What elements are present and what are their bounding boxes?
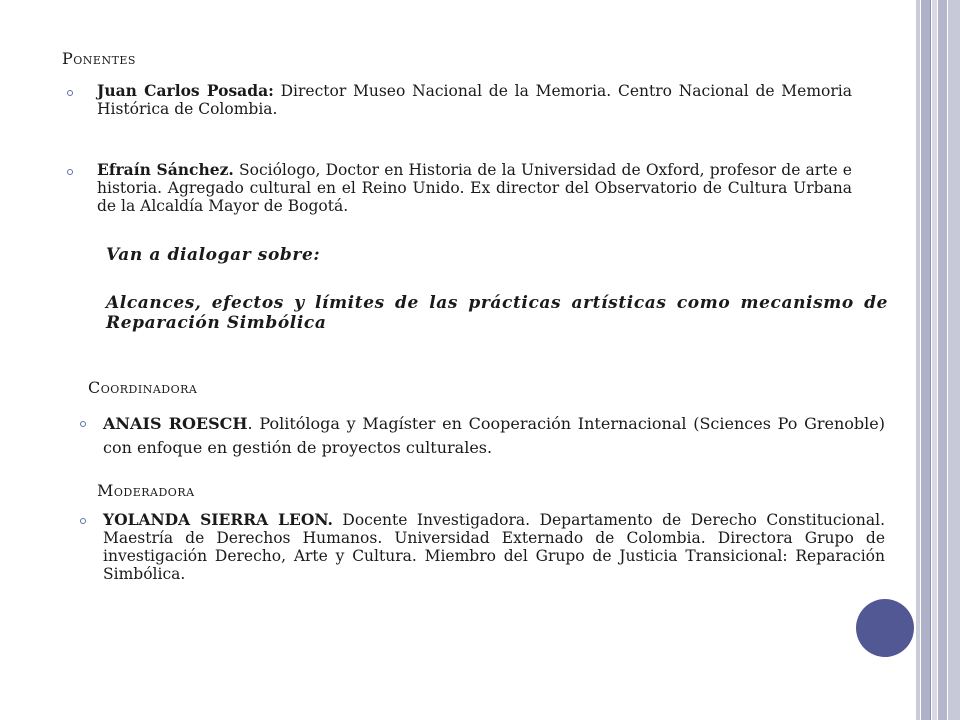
moderadora-item — [103, 511, 885, 583]
bullet-icon — [80, 421, 86, 427]
ponente-item — [97, 161, 852, 215]
border-line — [930, 0, 931, 720]
border-stripe — [938, 0, 947, 720]
ponente-description: Director Museo Nacional de la Memoria. Centro Nacional de Memoria Histórica de Colombia. — [97, 82, 852, 118]
border-stripe — [921, 0, 930, 720]
bullet-icon — [80, 518, 86, 524]
bullet-icon — [67, 90, 73, 96]
moderadora-name: YOLANDA SIERRA LEON. — [103, 510, 333, 529]
moderadora-heading: Moderadora — [97, 481, 195, 500]
ponente-description: Sociólogo, Doctor en Historia de la Universidad de Oxford, profesor de arte e historia. Agregado cultural en el Reino Unido. Ex director del Observatorio de Cultura Urbana de la Alcaldía Mayor de Bogotá. — [97, 161, 852, 215]
border-stripe — [948, 0, 960, 720]
bullet-icon — [67, 169, 73, 175]
border-stripe — [916, 0, 920, 720]
coordinadora-heading: Coordinadora — [88, 378, 198, 397]
dialogue-intro: Van a dialogar sobre: — [106, 245, 321, 265]
border-stripe — [932, 0, 937, 720]
ponentes-heading: Ponentes — [62, 49, 136, 68]
coordinadora-item — [103, 412, 885, 460]
dialogue-topic-text: Alcances, efectos y límites de las prácticas artísticas como mecanismo de Reparación Simbólica — [106, 293, 888, 333]
ponente-name: Juan Carlos Posada: — [97, 81, 274, 100]
coordinadora-description: . Politóloga y Magíster en Cooperación Internacional (Sciences Po Grenoble) con enfoque en gestión de proyectos culturales. — [103, 414, 886, 457]
ponente-item — [97, 82, 852, 118]
decorative-circle — [856, 599, 914, 657]
moderadora-description: Docente Investigadora. Departamento de Derecho Constitucional. Maestría de Derechos Humanos. Universidad Externado de Colombia. Directora Grupo de investigación Derecho, Arte y Cultura. Miembro del Grupo de Justicia Transicional: Reparación Simbólica. — [103, 511, 885, 583]
dialogue-topic — [106, 293, 888, 333]
coordinadora-name: ANAIS ROESCH — [103, 414, 248, 433]
ponente-name: Efraín Sánchez. — [97, 160, 234, 179]
